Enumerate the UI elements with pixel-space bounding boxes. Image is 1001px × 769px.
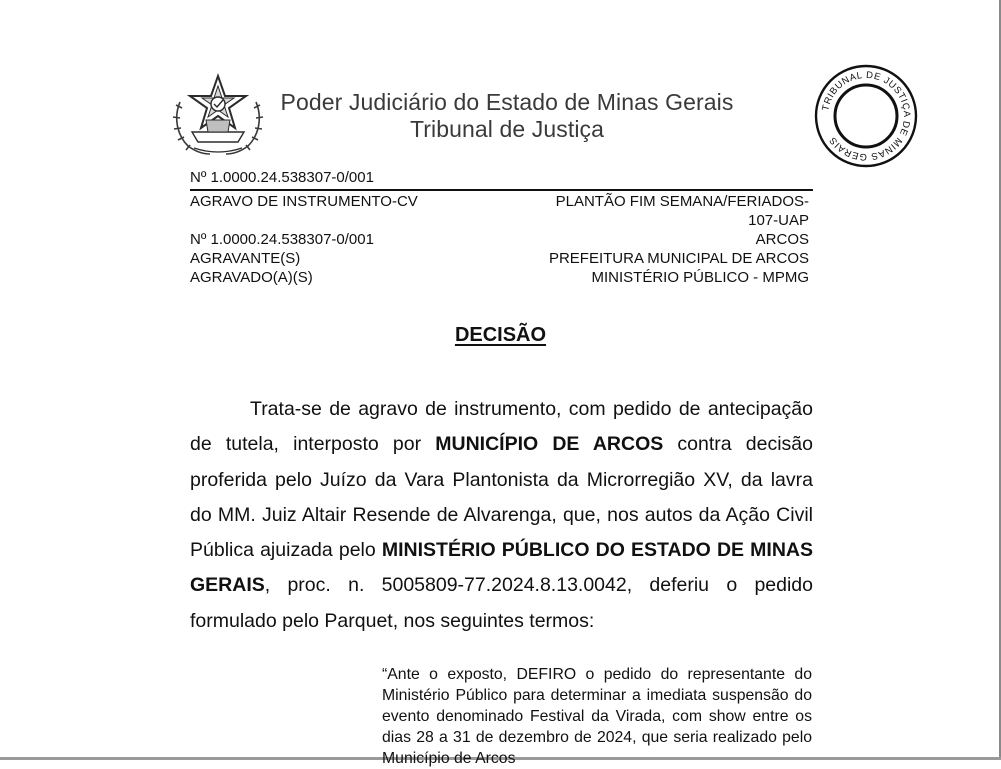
process-meta-values <box>500 192 809 287</box>
court-title-line2: Tribunal de Justiça <box>409 116 605 142</box>
paragraph-text: , proc. n. 5005809-77.2024.8.13.0042, deferiu o pedido formulado pelo Parquet, nos seguintes termos: <box>190 574 813 632</box>
process-number-top: Nº 1.0000.24.538307-0/001 <box>190 169 374 186</box>
party-agravado: MINISTÉRIO PÚBLICO DO ESTADO DE MINAS GERAIS <box>190 539 813 597</box>
meta-right-row: MINISTÉRIO PÚBLICO - MPMG <box>591 269 809 286</box>
court-title <box>272 89 742 143</box>
decision-body <box>190 392 813 639</box>
meta-right-row: 107-UAP <box>748 212 809 229</box>
court-seal-icon <box>812 62 920 170</box>
court-title-line1: Poder Judiciário do Estado de Minas Gerais <box>280 89 734 115</box>
meta-left-row <box>190 211 418 230</box>
svg-text:TRIBUNAL DE JUSTIÇA DE MINAS G: TRIBUNAL DE JUSTIÇA DE MINAS GERAIS <box>820 69 913 163</box>
quoted-decision: “Ante o exposto, DEFIRO o pedido do representante do Ministério Público para determinar a imediata suspensão do evento denominado Festival da Virada, com show entre os dias 28 a 31 de dezembro de 2024, que seria realizado pelo Município de Arcos <box>382 666 812 767</box>
decision-heading <box>0 324 1001 347</box>
meta-left-row: AGRAVO DE INSTRUMENTO-CV <box>190 193 418 210</box>
header-divider <box>190 189 813 191</box>
meta-right-row: ARCOS <box>755 231 809 248</box>
meta-left-row: AGRAVADO(A)(S) <box>190 269 313 286</box>
decision-heading-text: DECISÃO <box>454 324 547 346</box>
meta-right-row: PREFEITURA MUNICIPAL DE ARCOS <box>548 250 809 267</box>
paragraph-text: contra decisão proferida pelo Juízo da Vara Plantonista da Microrregião XV, da lavra do MM. Juiz Altair Resende de Alvarenga, que, nos autos da Ação Civil Pública ajuizada pelo <box>190 433 813 562</box>
party-agravante: MUNICÍPIO DE ARCOS <box>435 433 664 456</box>
meta-left-row: AGRAVANTE(S) <box>190 250 301 267</box>
coat-of-arms-icon <box>170 68 266 164</box>
paragraph-text: Trata-se de agravo de instrumento, com pedido de antecipação de tutela, interposto por <box>190 398 813 456</box>
process-meta-labels <box>190 192 418 287</box>
meta-right-row: PLANTÃO FIM SEMANA/FERIADOS- <box>555 193 809 210</box>
decision-paragraph <box>190 392 813 639</box>
meta-left-row: Nº 1.0000.24.538307-0/001 <box>190 231 374 248</box>
